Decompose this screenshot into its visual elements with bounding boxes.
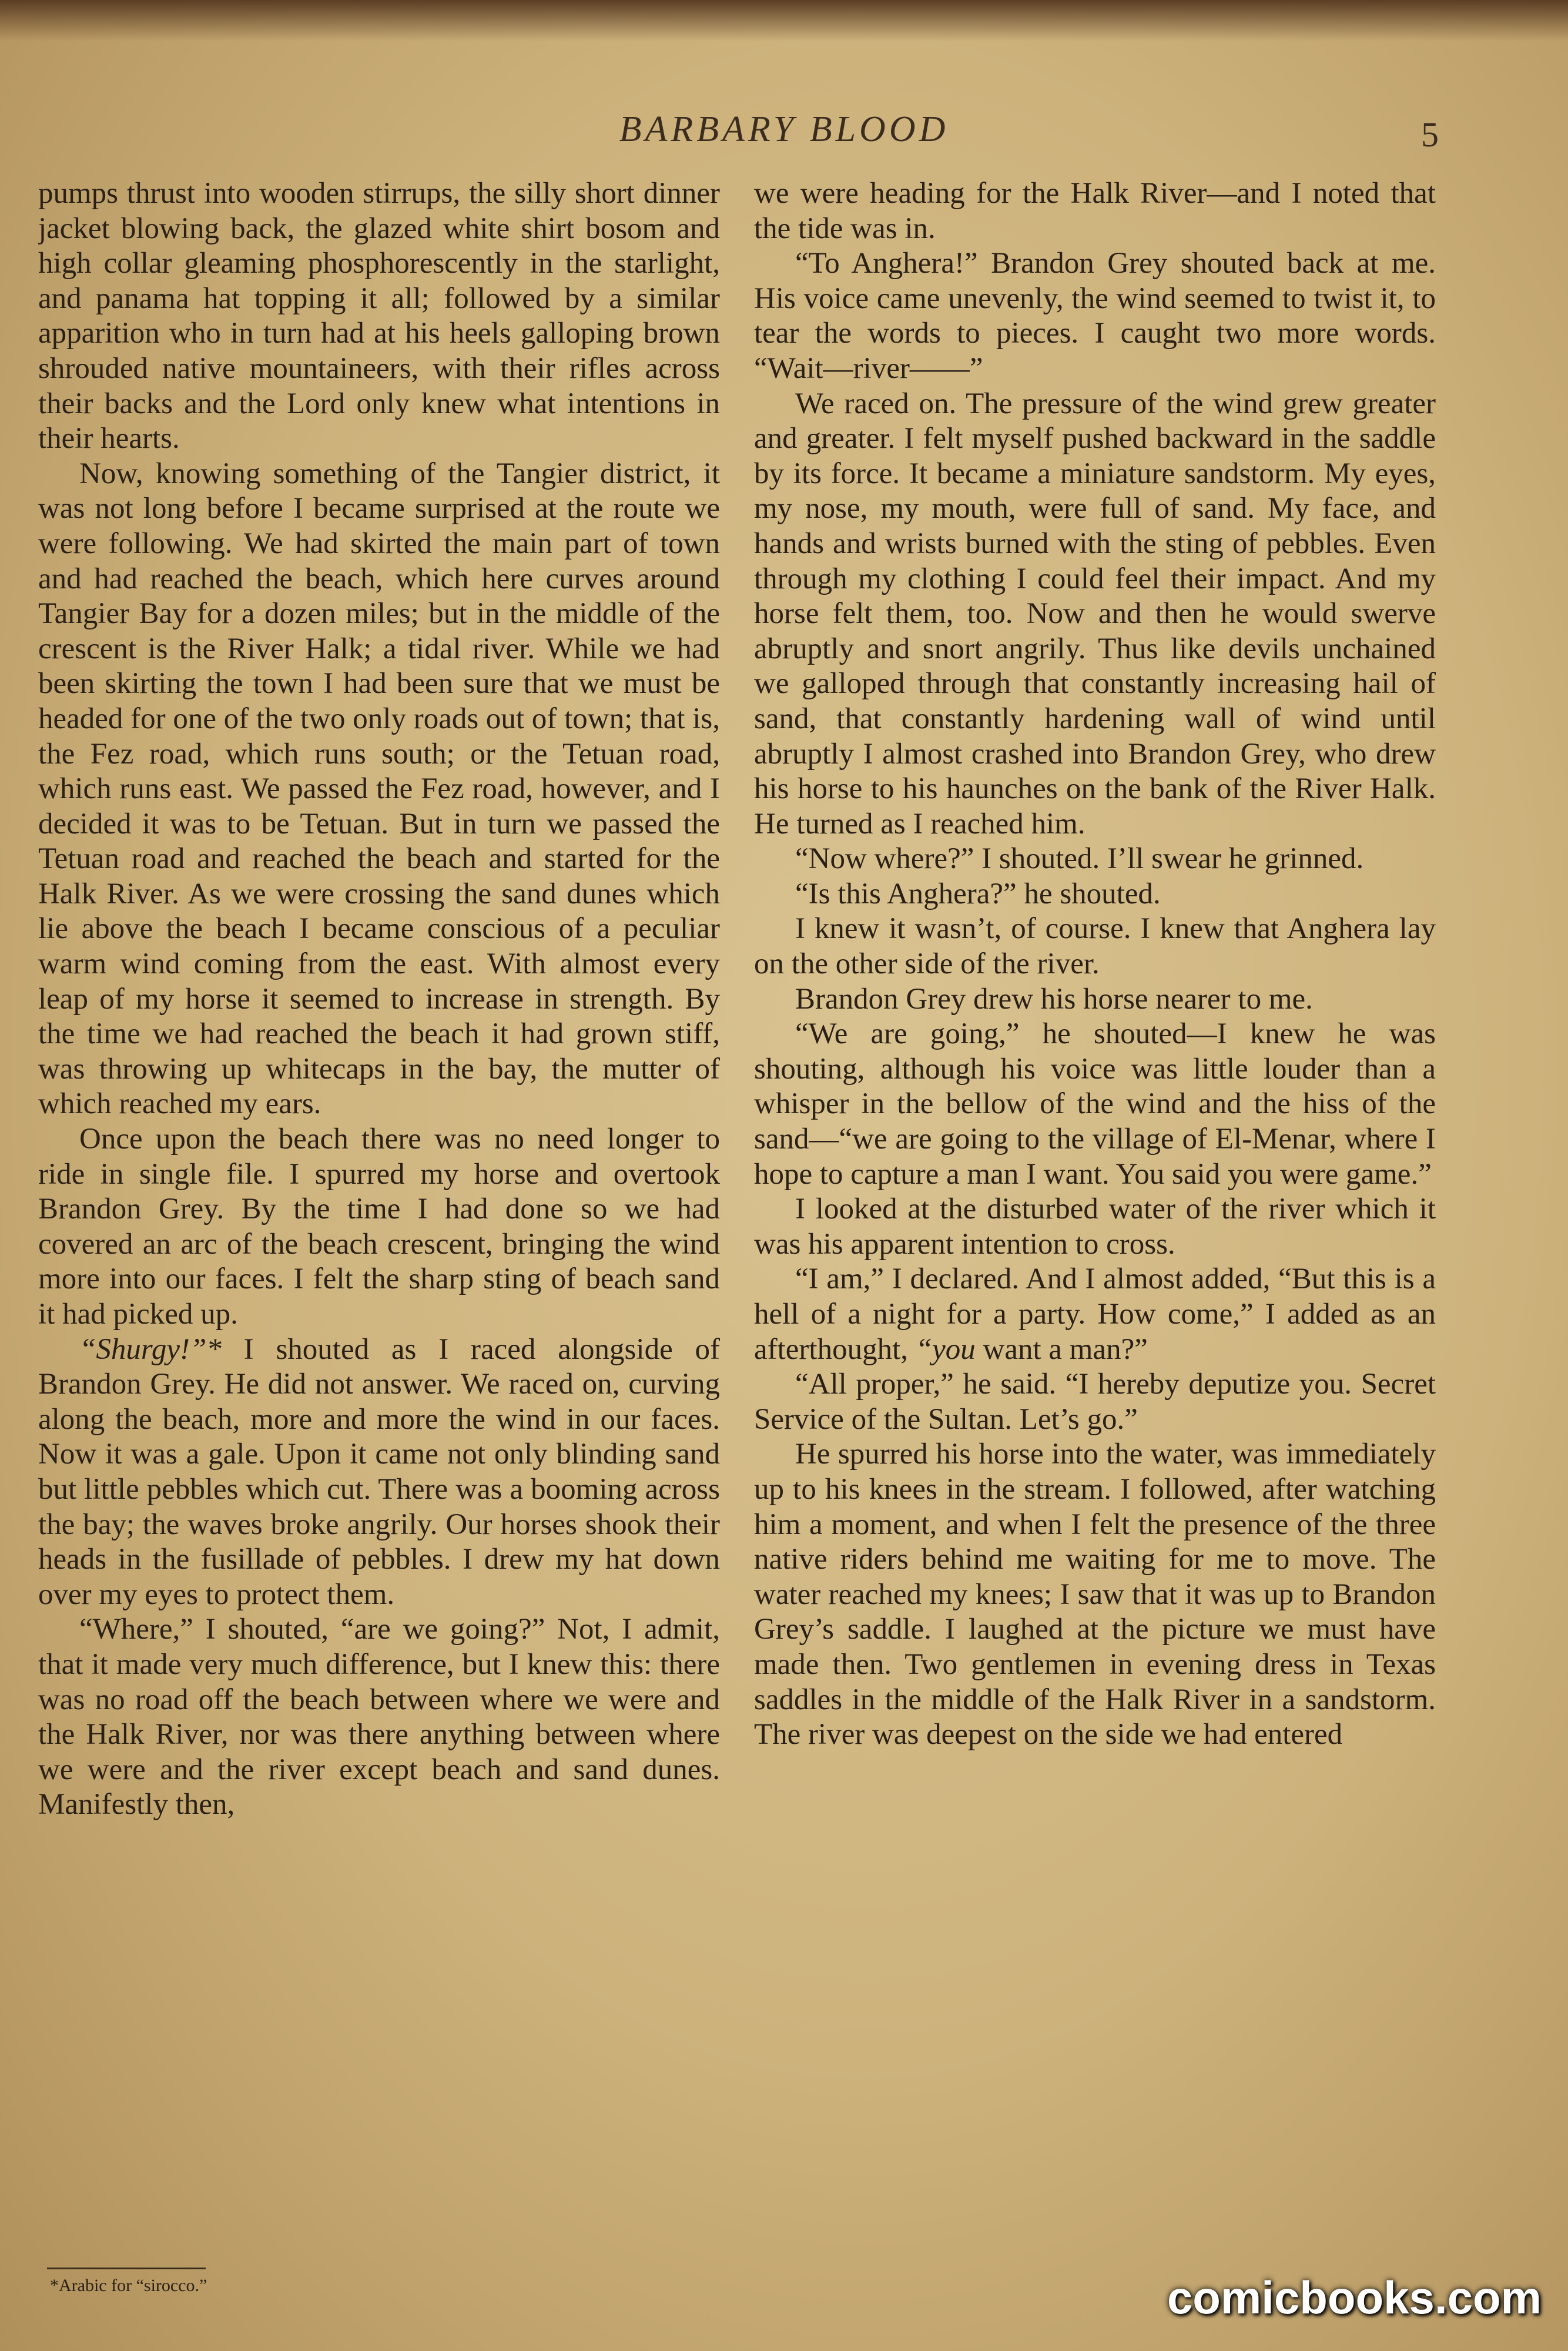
paragraph: we were heading for the Halk River—and I noted that the tide was in.: [754, 177, 1436, 245]
paragraph: We raced on. The pressure of the wind grew greater and greater. I felt myself pushed backward in the saddle by its force. It became a miniature sandstorm. My eyes, my nose, my mouth, were full of sand. My face, and hands and wrists burned with the sting of pebbles. Even through my clothing I could feel their impact. And my horse felt them, too. Now and then he would swerve abruptly and snort angrily. Thus like devils unchained we galloped through that constantly increasing hail of sand, that constantly hardening wall of wind until abruptly I almost crashed into Brandon Grey, who drew his horse to his haunches on the bank of the River Halk. He turned as I reached him.: [754, 387, 1436, 840]
running-title: BARBARY BLOOD: [619, 109, 949, 149]
paragraph: Brandon Grey drew his horse nearer to me.: [795, 982, 1313, 1016]
right-column: [754, 176, 1436, 2263]
paragraph: [38, 1332, 720, 1613]
paragraph: He spurred his horse into the water, was immediately up to his knees in the stream. I followed, after watching him a moment, and when I felt the presence of the three native riders behind me waiting for me to move. The water reached my knees; I saw that it was up to Brandon Grey’s saddle. I laughed at the picture we must have made then. Two gentlemen in evening dress in Texas saddles in the middle of the Halk River in a sandstorm. The river was deepest on the side we had entered: [754, 1438, 1436, 1751]
footnote-rule: [47, 2268, 206, 2269]
paragraph-text: I shouted as I raced alongside of Brandon Grey. He did not answer. We raced on, curving along the beach, more and more the wind in our faces. Now it was a gale. Upon it came not only blinding sand but little pebbles which cut. There was a booming across the bay; the waves broke angrily. Our horses shook their heads in the fusillade of pebbles. I drew my hat down over my eyes to protect them.: [38, 1332, 720, 1611]
paragraph: I looked at the disturbed water of the river which it was his apparent intention to cross.: [754, 1193, 1436, 1261]
footnote: *Arabic for “sirocco.”: [50, 2276, 207, 2295]
paragraph: Now, knowing something of the Tangier district, it was not long before I became surprised at the route we were following. We had skirted the main part of town and had reached the beach, which here curves around Tangier Bay for a dozen miles; but in the middle of the crescent is the River Halk; a tidal river. While we had been skirting the town I had been sure that we must be headed for one of the two only roads out of town; that is, the Fez road, which runs south; or the Tetuan road, which runs east. We passed the Fez road, however, and I decided it was to be Tetuan. But in turn we passed the Tetuan road and reached the beach and started for the Halk River. As we were crossing the sand dunes which lie above the beach I became conscious of a peculiar warm wind coming from the east. With almost every leap of my horse it seemed to increase in strength. By the time we had reached the beach it had grown stiff, was throwing up whitecaps in the bay, the mutter of which reached my ears.: [38, 457, 720, 1121]
paragraph: [754, 1262, 1436, 1367]
paragraph-text: “I am,” I declared. And I almost added, “But this is a hell of a night for a party. How come,” I added as an afterthought,: [754, 1262, 1436, 1366]
paragraph: “To Anghera!” Brandon Grey shouted back at me. His voice came unevenly, the wind seemed to twist it, to tear the words to pieces. I caught two more words. “Wait—river——”: [754, 247, 1436, 385]
paragraph: “We are going,” he shouted—I knew he was shouting, although his voice was little louder than a whisper in the bellow of the wind and the hiss of the sand—“we are going to the village of El-Menar, where I hope to capture a man I want. You said you were game.”: [754, 1017, 1436, 1191]
watermark-logo: comicbooks.com: [1167, 2272, 1542, 2323]
paragraph: “Is this Anghera?” he shouted.: [795, 877, 1161, 910]
shurgy-exclamation: “Shurgy!”*: [79, 1332, 222, 1366]
page-header: [0, 109, 1568, 162]
paragraph-text: want a man?”: [983, 1332, 1148, 1366]
paragraph: Once upon the beach there was no need longer to ride in single file. I spurred my horse and overtook Brandon Grey. By the time I had done so we had covered an arc of the beach crescent, bringing the wind more into our faces. I felt the sharp sting of beach sand it had picked up.: [38, 1123, 720, 1331]
paragraph: “Where,” I shouted, “are we going?” Not, I admit, that it made very much difference, but I knew this: there was no road off the beach between where we were and the Halk River, nor was there anything between where we were and the river except beach and sand dunes. Manifestly then,: [38, 1613, 720, 1821]
emphasis-you: “you: [915, 1332, 976, 1366]
paragraph: “All proper,” he said. “I hereby deputize you. Secret Service of the Sultan. Let’s go.”: [754, 1368, 1436, 1436]
paragraph: “Now where?” I shouted. I’ll swear he grinned.: [795, 842, 1364, 876]
paragraph: pumps thrust into wooden stirrups, the silly short dinner jacket blowing back, the glazed white shirt bosom and high collar gleaming phosphorescently in the starlight, and panama hat topping it all; followed by a similar apparition who in turn had at his heels galloping brown shrouded native mountaineers, with their rifles across their backs and the Lord only knew what intentions in their hearts.: [38, 177, 720, 456]
left-column: [38, 176, 720, 2263]
paragraph: I knew it wasn’t, of course. I knew that Anghera lay on the other side of the river.: [754, 912, 1436, 981]
page-top-edge: [0, 0, 1568, 41]
page-number: 5: [1421, 115, 1439, 154]
